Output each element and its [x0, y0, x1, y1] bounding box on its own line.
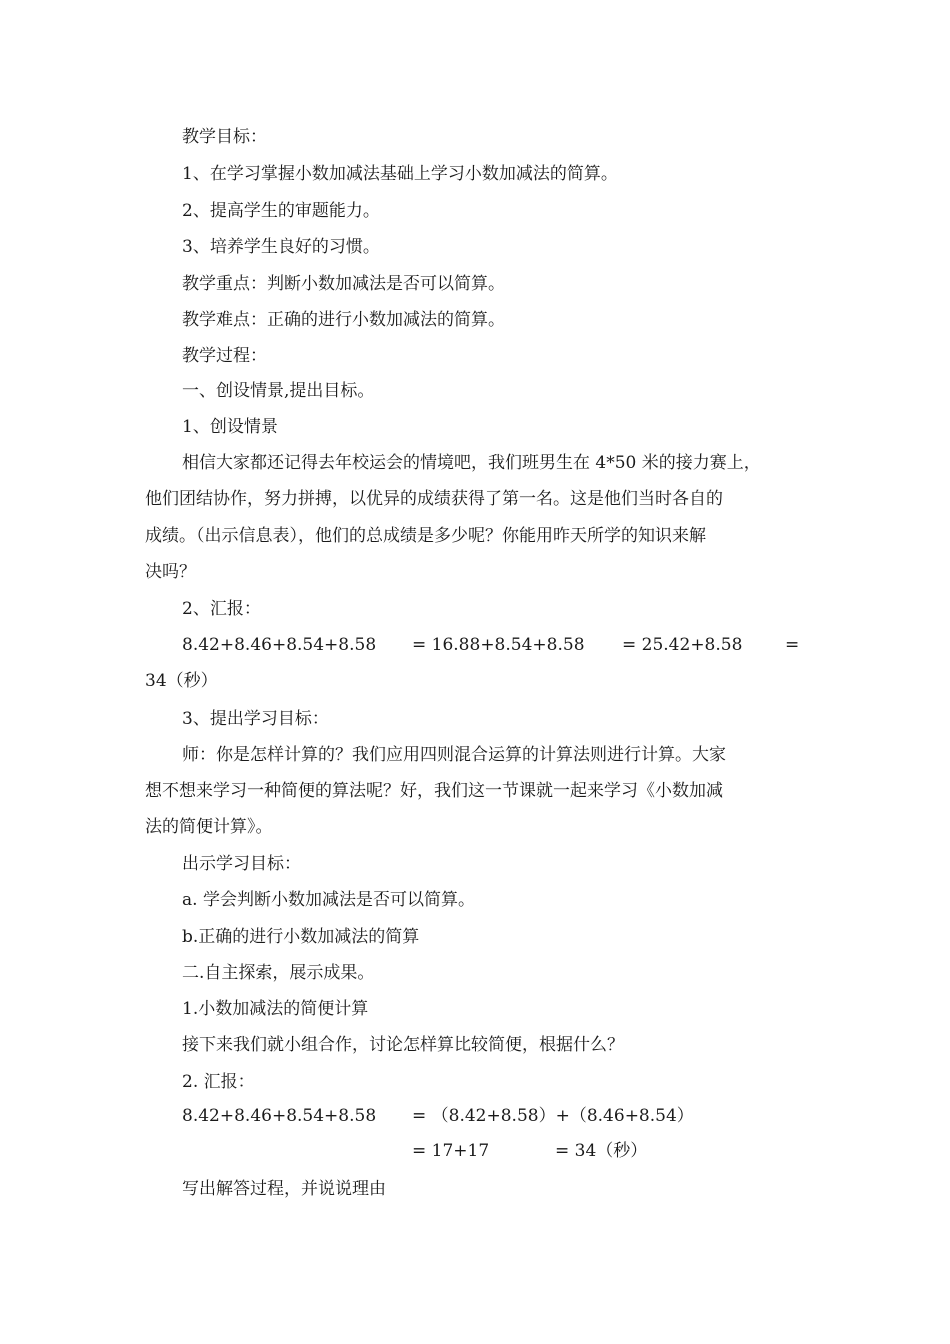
- show-goals-heading: 出示学习目标：: [182, 854, 301, 874]
- calc-1-step-1: = 16.88+8.54+8.58: [412, 635, 585, 655]
- paragraph-1-line-3: 成绩。（出示信息表），他们的总成绩是多少呢？你能用昨天所学的知识来解: [145, 526, 706, 546]
- section-1-heading: 一、创设情景,提出目标。: [182, 381, 375, 401]
- goal-b: b.正确的进行小数加减法的简算: [182, 927, 420, 947]
- paragraph-1-line-2: 他们团结协作，努力拼搏，以优异的成绩获得了第一名。这是他们当时各自的: [145, 489, 723, 509]
- calc-1-equals: =: [785, 635, 800, 655]
- goal-3: 3、培养学生良好的习惯。: [182, 237, 380, 257]
- section-2-heading: 二.自主探索，展示成果。: [182, 963, 375, 983]
- calc-1-step-2: = 25.42+8.58: [622, 635, 743, 655]
- goal-a: a. 学会判断小数加减法是否可以简算。: [182, 890, 475, 910]
- subheading-1-1: 1、创设情景: [182, 417, 278, 437]
- calc-1-result: 34（秒）: [145, 671, 218, 691]
- calc-2-expression: 8.42+8.46+8.54+8.58: [182, 1106, 377, 1126]
- paragraph-1-line-4: 决吗？: [145, 562, 196, 582]
- goal-2: 2、提高学生的审题能力。: [182, 201, 380, 221]
- closing-instruction: 写出解答过程，并说说理由: [182, 1179, 386, 1199]
- goals-heading: 教学目标：: [182, 127, 267, 147]
- subheading-1-3: 3、提出学习目标：: [182, 709, 329, 729]
- difficulty: 教学难点：正确的进行小数加减法的简算。: [182, 310, 505, 330]
- key-point: 教学重点：判断小数加减法是否可以简算。: [182, 274, 505, 294]
- process-heading: 教学过程：: [182, 346, 267, 366]
- goal-1: 1、在学习掌握小数加减法基础上学习小数加减法的简算。: [182, 164, 618, 184]
- paragraph-3: 接下来我们就小组合作，讨论怎样算比较简便，根据什么？: [182, 1035, 624, 1055]
- calc-2-step-2: = 17+17: [412, 1141, 490, 1161]
- subheading-1-2: 2、汇报：: [182, 599, 261, 619]
- calc-2-step-1: = （8.42+8.58）+（8.46+8.54）: [412, 1106, 694, 1126]
- paragraph-1-line-1: 相信大家都还记得去年校运会的情境吧，我们班男生在 4*50 米的接力赛上，: [182, 453, 761, 473]
- calc-2-step-3: = 34（秒）: [555, 1141, 648, 1161]
- subheading-2-2: 2. 汇报：: [182, 1072, 255, 1092]
- paragraph-2-line-2: 想不想来学习一种简便的算法呢？好，我们这一节课就一起来学习《小数加减: [145, 781, 723, 801]
- subheading-2-1: 1.小数加减法的简便计算: [182, 999, 369, 1019]
- paragraph-2-line-3: 法的简便计算》。: [145, 817, 273, 837]
- calc-1-expression: 8.42+8.46+8.54+8.58: [182, 635, 377, 655]
- paragraph-2-line-1: 师：你是怎样计算的？我们应用四则混合运算的计算法则进行计算。大家: [182, 745, 726, 765]
